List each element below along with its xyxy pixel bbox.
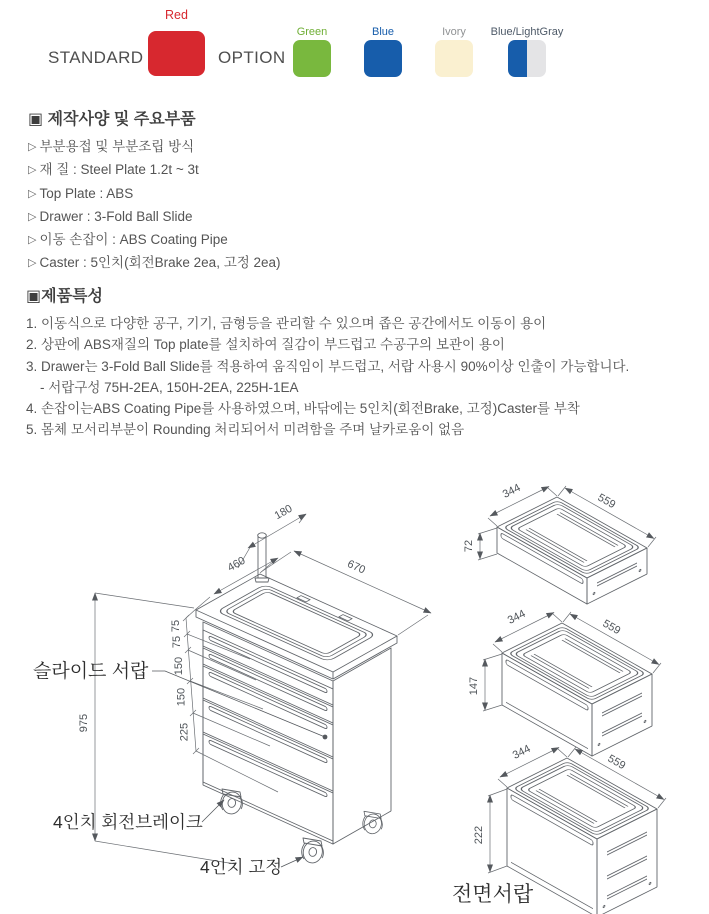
dim-handle: 180 <box>272 502 295 523</box>
blue-half <box>508 40 527 77</box>
feature-item: 4. 손잡이는ABS Coating Pipe를 사용하였으며, 바닦에는 5인치(회전Brake, 고정)Caster를 부착 <box>26 401 580 417</box>
triangle-bullet-icon: ▷ <box>28 187 37 200</box>
option-label: OPTION <box>218 48 286 67</box>
dim-depth-3: 344 <box>510 742 533 762</box>
dim-width-3: 559 <box>605 752 628 773</box>
dim-drawer-3: 150 <box>173 656 185 676</box>
slide-drawer-label: 슬라이드 서랍 <box>33 661 149 682</box>
red-swatch <box>148 31 205 76</box>
blue-swatch <box>364 40 402 77</box>
feature-item: 1. 이동식으로 다양한 공구, 기기, 금형등을 관리할 수 있으며 좁은 공간에서도 이동이 용이 <box>26 316 547 331</box>
triangle-bullet-icon: ▷ <box>28 210 37 223</box>
dim-height-1: 72 <box>463 539 475 553</box>
spec-item <box>28 206 281 229</box>
cart-isometric-view <box>196 533 397 865</box>
feature-item: 3. Drawer는 3-Fold Ball Slide를 적용하여 움직임이 부드럽고, 서랍 사용시 90%이상 인출이 가능합니다. <box>26 358 630 374</box>
dim-drawer-1: 75 <box>170 619 182 633</box>
spec-item-text: Top Plate : ABS <box>39 185 134 201</box>
option-swatch-blue-lightgray <box>482 26 572 77</box>
swatch-label: Blue/LightGray <box>490 26 564 38</box>
spec-item-text: Drawer : 3-Fold Ball Slide <box>39 208 193 224</box>
spec-item <box>28 252 281 275</box>
dim-width-2: 559 <box>600 617 623 638</box>
lightgray-half <box>527 40 546 77</box>
drawer-view-72 <box>497 497 647 604</box>
standard-swatch-group <box>148 8 205 76</box>
front-drawer-label: 전면서랍 <box>452 883 534 906</box>
feature-item: - 서랍구성 75H-2EA, 150H-2EA, 225H-1EA <box>40 379 299 395</box>
swivel-brake-label: 4인치 회전브레이크 <box>53 812 203 832</box>
dim-height-2: 147 <box>468 676 480 696</box>
dim-width-1: 559 <box>595 491 618 512</box>
spec-item <box>28 136 281 159</box>
dim-depth-1: 344 <box>500 481 523 501</box>
triangle-bullet-icon: ▷ <box>28 164 37 177</box>
spec-item-text: 부분용접 및 부분조립 방식 <box>39 139 195 154</box>
spec-item-text: 이동 손잡이 : ABS Coating Pipe <box>39 232 228 248</box>
dim-depth-2: 344 <box>505 607 528 627</box>
blue-lightgray-swatch <box>508 40 546 77</box>
triangle-bullet-icon: ▷ <box>28 234 37 247</box>
technical-drawing <box>0 460 709 914</box>
swatch-label: Ivory <box>442 26 466 38</box>
dim-width: 670 <box>345 558 368 577</box>
fixed-caster-label: 4인치 고정 <box>200 857 283 877</box>
green-swatch <box>293 40 331 77</box>
feature-item: 5. 몸체 모서리부분이 Rounding 처리되어서 미려함을 주며 날카로움이 없음 <box>26 422 465 438</box>
spec-item <box>28 159 281 182</box>
spec-item-text: Caster : 5인치(회전Brake 2ea, 고정 2ea) <box>39 255 281 271</box>
dim-drawer-2: 75 <box>171 635 183 649</box>
dim-depth: 460 <box>225 554 248 575</box>
swatch-label: Blue <box>371 26 395 38</box>
dim-drawer-5: 225 <box>178 722 191 742</box>
features-section <box>26 283 629 441</box>
ivory-swatch <box>435 40 473 77</box>
spec-item <box>28 229 281 252</box>
dim-height: 975 <box>78 713 90 733</box>
spec-item-text: 재 질 : Steel Plate 1.2t ~ 3t <box>39 162 199 178</box>
triangle-bullet-icon: ▷ <box>28 141 37 153</box>
drawer-view-147 <box>502 623 652 756</box>
feature-item: 2. 상판에 ABS재질의 Top plate를 설치하여 질감이 부드럽고 수공구의 보관이 용이 <box>26 337 505 353</box>
standard-label: STANDARD <box>48 48 144 67</box>
dim-height-3: 222 <box>473 825 485 845</box>
specs-section <box>28 106 281 276</box>
features-title: ▣제품특성 <box>26 288 103 305</box>
specs-title: ▣ 제작사양 및 주요부품 <box>28 111 196 128</box>
standard-swatch-label: Red <box>165 8 188 22</box>
swatch-label: Green <box>296 26 328 38</box>
dim-drawer-4: 150 <box>175 687 188 707</box>
triangle-bullet-icon: ▷ <box>28 257 37 270</box>
spec-item <box>28 183 281 206</box>
